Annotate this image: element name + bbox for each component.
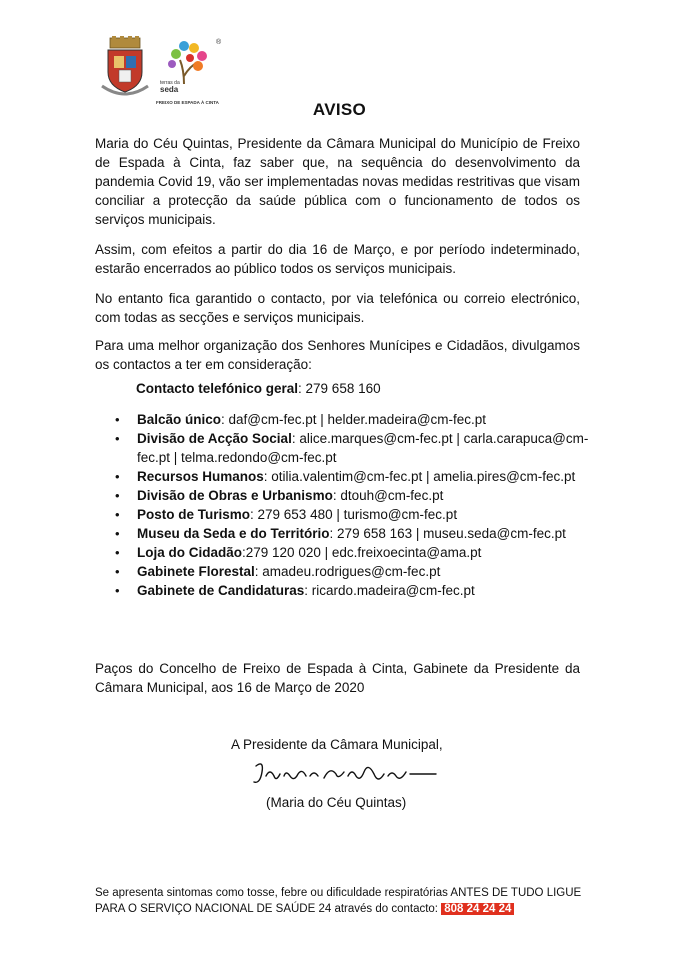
contact-value: : otilia.valentim@cm-fec.pt | amelia.pires@cm-fec.pt (263, 469, 576, 484)
footer-advice (95, 885, 595, 917)
hotline-number: 808 24 24 24 (441, 903, 514, 915)
contacts-list (95, 410, 595, 600)
handwritten-signature-icon (250, 758, 440, 792)
footer-line2-wrap (95, 901, 595, 917)
coat-of-arms-icon (100, 36, 150, 102)
closing-paragraph: Paços do Concelho de Freixo de Espada à Cinta, Gabinete da Presidente da Câmara Municipal, aos 16 de Março de 2020 (95, 661, 580, 695)
bullet-icon: • (115, 507, 120, 522)
contact-value: : 279 658 163 | museu.seda@cm-fec.pt (329, 526, 566, 541)
list-item (95, 505, 595, 524)
notice-title: AVISO (312, 100, 367, 119)
contact-value: : daf@cm-fec.pt | helder.madeira@cm-fec.pt (221, 412, 487, 427)
bullet-icon: • (115, 545, 120, 560)
contact-value: : ricardo.madeira@cm-fec.pt (304, 583, 475, 598)
contact-value: :279 120 020 | edc.freixoecinta@ama.pt (242, 545, 482, 560)
contact-label: Balcão único (137, 412, 222, 427)
contact-value: : alice.marques@cm-fec.pt | carla.carapuca@cm-fec.pt | telma.redondo@cm-fec.pt (137, 431, 589, 465)
bullet-icon: • (115, 469, 120, 484)
list-item (95, 581, 595, 600)
list-item (95, 486, 595, 505)
list-item (95, 543, 595, 562)
contact-label: Museu da Seda e do Território (137, 526, 330, 541)
general-phone-line (136, 381, 381, 396)
brand-line1: terras da (160, 80, 180, 86)
contact-label: Posto de Turismo (137, 507, 251, 522)
paragraph-contact-guarantee: No entanto fica garantido o contacto, por via telefónica ou correio electrónico, com todas as secções e serviços municipais. (95, 291, 580, 325)
general-phone-label: Contacto telefónico geral (136, 381, 299, 396)
contact-label: Divisão de Acção Social (137, 431, 292, 446)
list-item (95, 467, 595, 486)
signatory-name: (Maria do Céu Quintas) (266, 795, 407, 810)
signatory-role: A Presidente da Câmara Municipal, (231, 737, 443, 752)
bullet-icon: • (115, 431, 120, 446)
bullet-icon: • (115, 564, 120, 579)
header-logos (100, 36, 220, 108)
contact-value: : amadeu.rodrigues@cm-fec.pt (254, 564, 441, 579)
footer-line1: Se apresenta sintomas como tosse, febre ou dificuldade respiratórias ANTES DE TUDO LIGUE (95, 887, 582, 899)
paragraph-organization: Para uma melhor organização dos Senhores Munícipes e Cidadãos, divulgamos os contactos a ter em consideração: (95, 338, 580, 372)
footer-line2: PARA O SERVIÇO NACIONAL DE SAÚDE 24 através do contacto: (95, 903, 439, 915)
contact-label: Recursos Humanos (137, 469, 264, 484)
bullet-icon: • (115, 526, 120, 541)
contact-label: Gabinete Florestal (137, 564, 255, 579)
contact-label: Divisão de Obras e Urbanismo (137, 488, 333, 503)
contact-label: Loja do Cidadão (137, 545, 243, 560)
tree-of-silk-logo-icon (154, 36, 224, 108)
contact-value: : 279 653 480 | turismo@cm-fec.pt (250, 507, 458, 522)
brand-tagline: FREIXO DE ESPADA À CINTA (156, 100, 219, 105)
list-item (95, 562, 595, 581)
list-item (95, 429, 595, 467)
general-phone-value: : 279 658 160 (298, 381, 381, 396)
brand-line2: seda (160, 85, 179, 94)
contact-value: : dtouh@cm-fec.pt (332, 488, 444, 503)
paragraph-intro: Maria do Céu Quintas, Presidente da Câmara Municipal do Município de Freixo de Espada à Cinta, faz saber que, na sequência do desenvolvimento da pandemia Covid 19, vão ser implementadas novas medidas restritivas que visam conciliar a protecção da saúde pública com o funcionamento de todos os serviços municipais. (95, 136, 580, 227)
paragraph-closure: Assim, com efeitos a partir do dia 16 de Março, e por período indeterminado, estarão encerrados ao público todos os serviços municipais. (95, 242, 580, 276)
bullet-icon: • (115, 583, 120, 598)
bullet-icon: • (115, 488, 120, 503)
list-item (95, 524, 595, 543)
bullet-icon: • (115, 412, 120, 427)
contact-label: Gabinete de Candidaturas (137, 583, 305, 598)
registered-mark: ® (216, 39, 222, 46)
list-item (95, 410, 595, 429)
